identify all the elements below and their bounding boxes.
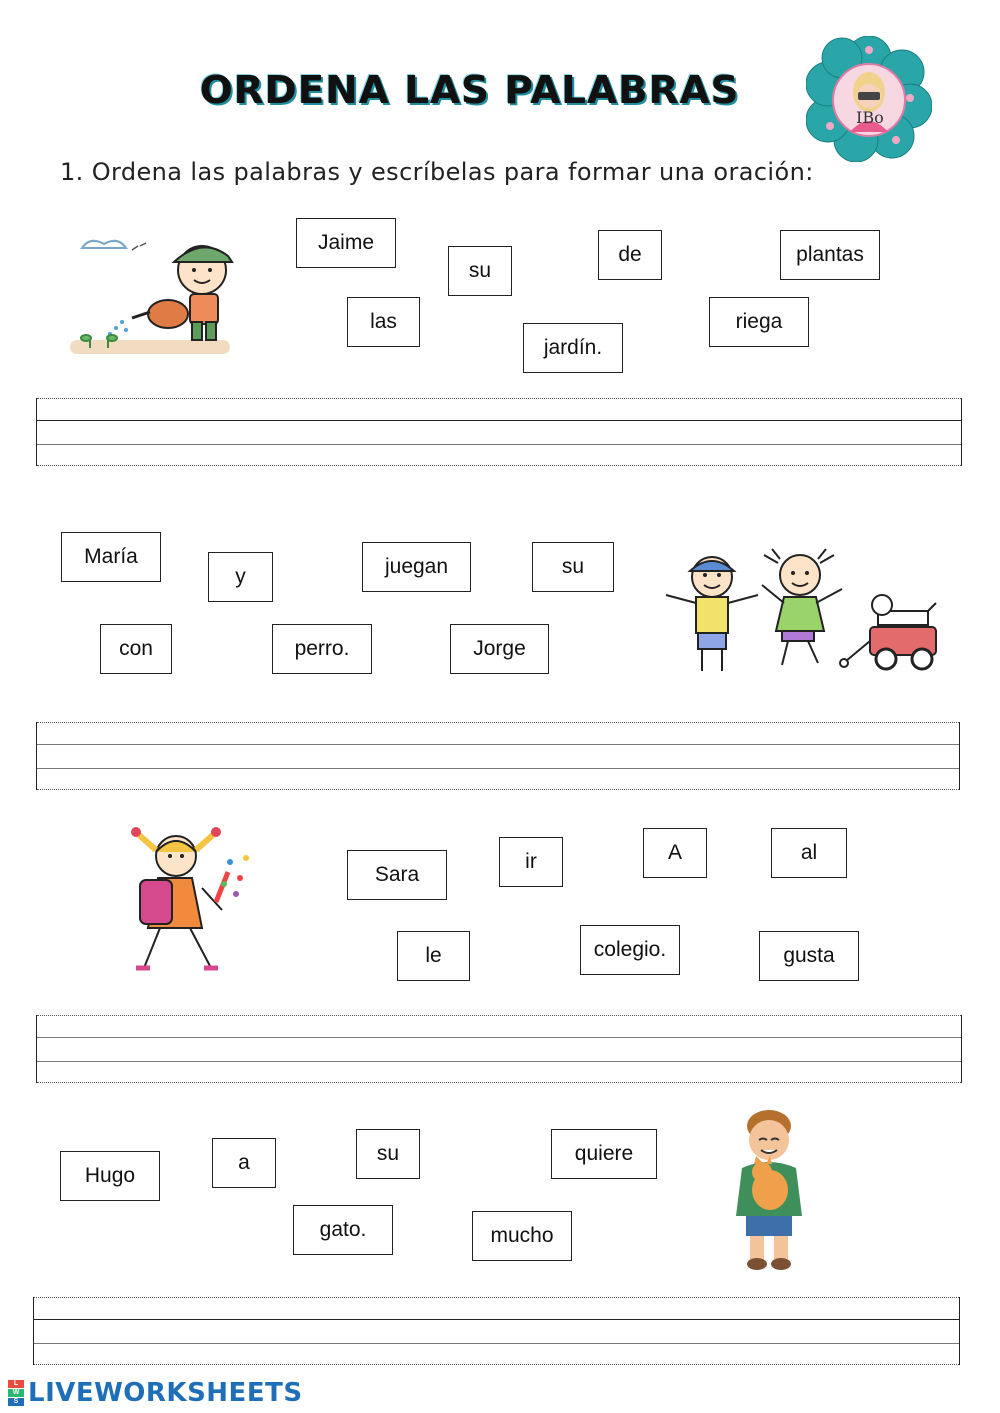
boy-holding-cat-icon bbox=[728, 1104, 810, 1276]
instruction-text: 1. Ordena las palabras y escríbelas para formar una oración: bbox=[60, 158, 814, 186]
word-card[interactable]: su bbox=[448, 246, 512, 296]
word-card[interactable]: con bbox=[100, 624, 172, 674]
word-card[interactable]: A bbox=[643, 828, 707, 878]
word-card[interactable]: al bbox=[771, 828, 847, 878]
answer-lines[interactable] bbox=[36, 1015, 962, 1083]
word-card[interactable]: juegan bbox=[362, 542, 471, 592]
lws-badge-icon bbox=[8, 1380, 24, 1406]
answer-lines[interactable] bbox=[36, 722, 960, 790]
badge-letter-s: S bbox=[8, 1398, 24, 1406]
word-card[interactable]: plantas bbox=[780, 230, 880, 280]
word-card[interactable]: ir bbox=[499, 837, 563, 887]
word-card[interactable]: Hugo bbox=[60, 1151, 160, 1201]
word-card[interactable]: mucho bbox=[472, 1211, 572, 1261]
word-card[interactable]: colegio. bbox=[580, 925, 680, 975]
badge-letter-w: W bbox=[8, 1389, 24, 1397]
word-card[interactable]: gato. bbox=[293, 1205, 393, 1255]
word-card[interactable]: le bbox=[397, 931, 470, 981]
word-card[interactable]: riega bbox=[709, 297, 809, 347]
flower-logo-icon bbox=[806, 36, 932, 162]
word-card[interactable]: su bbox=[356, 1129, 420, 1179]
word-card[interactable]: de bbox=[598, 230, 662, 280]
word-card[interactable]: perro. bbox=[272, 624, 372, 674]
page-title: ORDENA LAS PALABRAS bbox=[199, 68, 740, 112]
children-with-dog-icon bbox=[660, 545, 945, 680]
word-card[interactable]: quiere bbox=[551, 1129, 657, 1179]
word-card[interactable]: Jorge bbox=[450, 624, 549, 674]
answer-lines[interactable] bbox=[36, 398, 962, 466]
footer-brand[interactable] bbox=[8, 1378, 303, 1408]
word-card[interactable]: gusta bbox=[759, 931, 859, 981]
word-card[interactable]: su bbox=[532, 542, 614, 592]
logo-text: IBo bbox=[856, 108, 884, 127]
badge-letter-l: L bbox=[8, 1380, 24, 1388]
boy-watering-plants-icon bbox=[62, 230, 242, 360]
word-card[interactable]: jardín. bbox=[523, 323, 623, 373]
answer-lines[interactable] bbox=[33, 1297, 960, 1365]
word-card[interactable]: María bbox=[61, 532, 161, 582]
word-card[interactable]: y bbox=[208, 552, 273, 602]
word-card[interactable]: Sara bbox=[347, 850, 447, 900]
footer-brand-text: LIVEWORKSHEETS bbox=[28, 1378, 303, 1408]
word-card[interactable]: las bbox=[347, 297, 420, 347]
word-card[interactable]: a bbox=[212, 1138, 276, 1188]
girl-with-backpack-icon bbox=[120, 822, 260, 982]
word-card[interactable]: Jaime bbox=[296, 218, 396, 268]
